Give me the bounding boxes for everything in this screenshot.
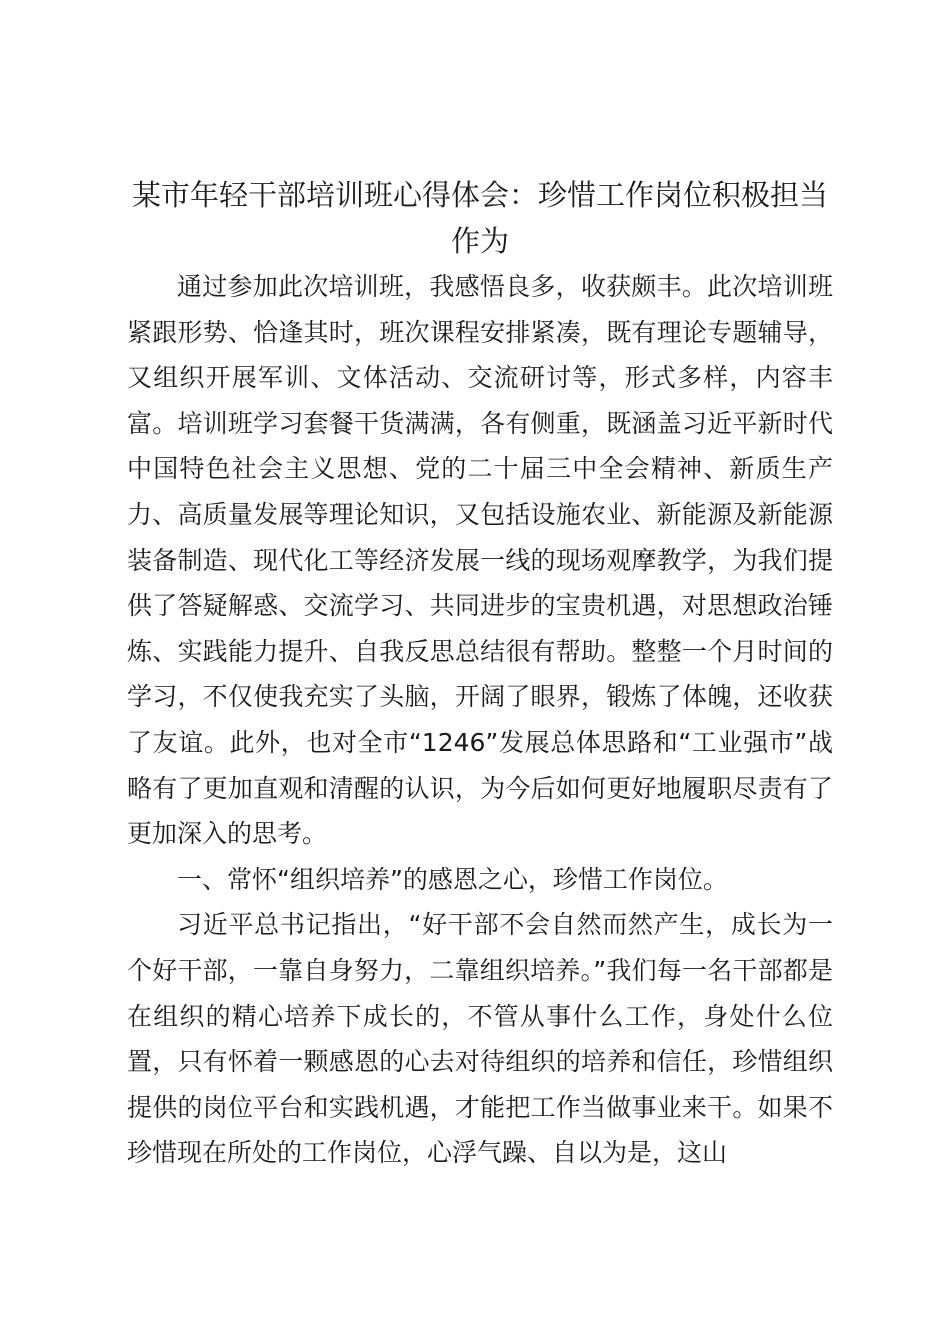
intro-paragraph: 通过参加此次培训班，我感悟良多，收获颇丰。此次培训班紧跟形势、恰逢其时，班次课程安排紧凑，既有理论专题辅导，又组织开展军训、文体活动、交流研讨等，形式多样，内容丰富。培训班学习套餐干货满满，各有侧重，既涵盖习近平新时代中国特色社会主义思想、党的二十届三中全会精神、新质生产力、高质量发展等理论知识，又包括设施农业、新能源及新能源装备制造、现代化工等经济发展一线的现场观摩教学，为我们提供了答疑解惑、交流学习、共同进步的宝贵机遇，对思想政治锤炼、实践能力提升、自我反思总结很有帮助。整整一个月时间的学习，不仅使我充实了头脑，开阔了眼界，锻炼了体魄，还收获了友谊。此外，也对全市“1246”发展总体思路和“工业强市”战略有了更加直观和清醒的认识，为今后如何更好地履职尽责有了更加深入的思考。 [127,272,833,849]
document-body [127,172,833,1176]
section-heading: 一、常怀“组织培养”的感恩之心，珍惜工作岗位。 [177,864,728,894]
document-title: 某市年轻干部培训班心得体会：珍惜工作岗位积极担当作为 [131,178,828,258]
section-paragraph: 习近平总书记指出，“好干部不会自然而然产生，成长为一个好干部，一靠自身努力，二靠组织培养。”我们每一名干部都是在组织的精心培养下成长的，不管从事什么工作，身处什么位置，只有怀着一颗感恩的心去对待组织的培养和信任，珍惜组织提供的岗位平台和实践机遇，才能把工作当做事业来干。如果不珍惜现在所处的工作岗位，心浮气躁、自以为是，这山 [127,910,833,1168]
